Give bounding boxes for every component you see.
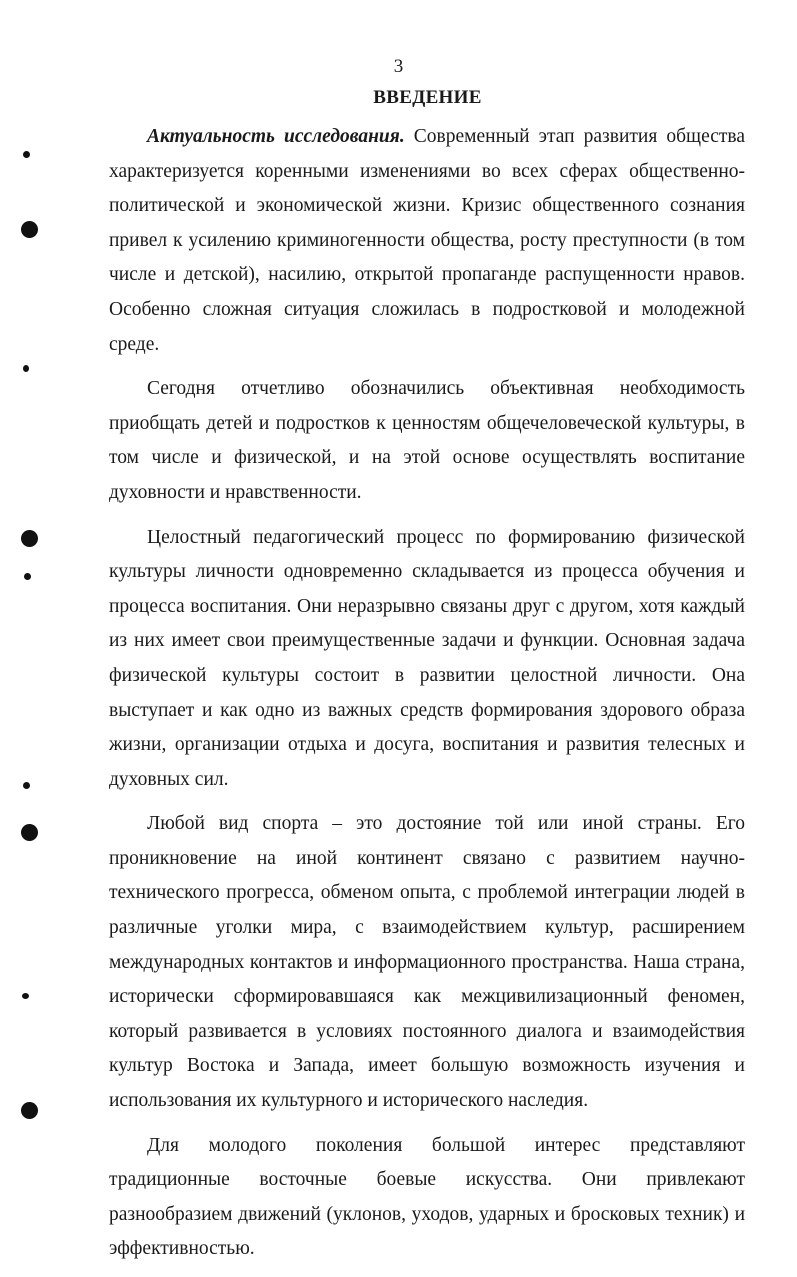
paragraph: Для молодого поколения большой интерес представляют традиционные восточные боевые искусства. Они привлекают разнообразием движений (уклонов, уходов, ударных и бросковых техник) и эффективностью.: [109, 1134, 745, 1260]
binder-hole-mark: [23, 365, 29, 372]
binder-hole-mark: [21, 1102, 38, 1119]
paragraph: Целостный педагогический процесс по формированию физической культуры личности одновременно складывается из процесса обучения и процесса воспитания. Они неразрывно связаны друг с другом, хотя каждый из них имеет свои преимущественные задачи и функции. Основная задача физической культуры состоит в развитии целостной личности. Она выступает и как одно из важных средств формирования здорового образа жизни, организации отдыха и досуга, воспитания и развития телесных и духовных сил.: [109, 526, 745, 790]
paragraph-lead: Актуальность исследования.: [147, 126, 405, 147]
binder-hole-mark: [22, 993, 29, 999]
binder-hole-mark: [23, 782, 30, 789]
binder-hole-mark: [23, 151, 30, 158]
paragraph: Любой вид спорта – это достояние той или иной страны. Его проникновение на иной континент связано с развитием научно-технического прогресса, обменом опыта, с проблемой интеграции людей в различные уголки мира, с взаимодействием культур, расширением международных контактов и информационного пространства. Наша страна, исторически сформировавшаяся как межцивилизационный феномен, который развивается в условиях постоянного диалога и взаимодействия культур Востока и Запада, имеет большую возможность изучения и использования их культурного и исторического наследия.: [109, 813, 745, 1112]
body-text: [109, 120, 745, 1277]
binder-hole-mark: [21, 221, 38, 238]
section-title: ВВЕДЕНИЕ: [373, 87, 482, 108]
paragraph-relevance: [109, 120, 745, 362]
paragraph: Сегодня отчетливо обозначились объективная необходимость приобщать детей и подростков к ценностям общечеловеческой культуры, в том числе и физической, и на этой основе осуществлять воспитание духовности и нравственности.: [109, 378, 745, 503]
binder-hole-mark: [21, 824, 38, 841]
paragraph-text: Современный этап развития общества характеризуется коренными изменениями во всех сферах общественно-политической и экономической жизни. Кризис общественного сознания привел к усилению криминогенности общества, росту преступности (в том числе и детской), насилию, открытой пропаганде распущенности нравов. Особенно сложная ситуация сложилась в подростковой и молодежной среде.: [109, 126, 745, 355]
page-number: 3: [393, 56, 404, 77]
binder-hole-mark: [24, 573, 31, 580]
binder-hole-mark: [21, 530, 38, 547]
